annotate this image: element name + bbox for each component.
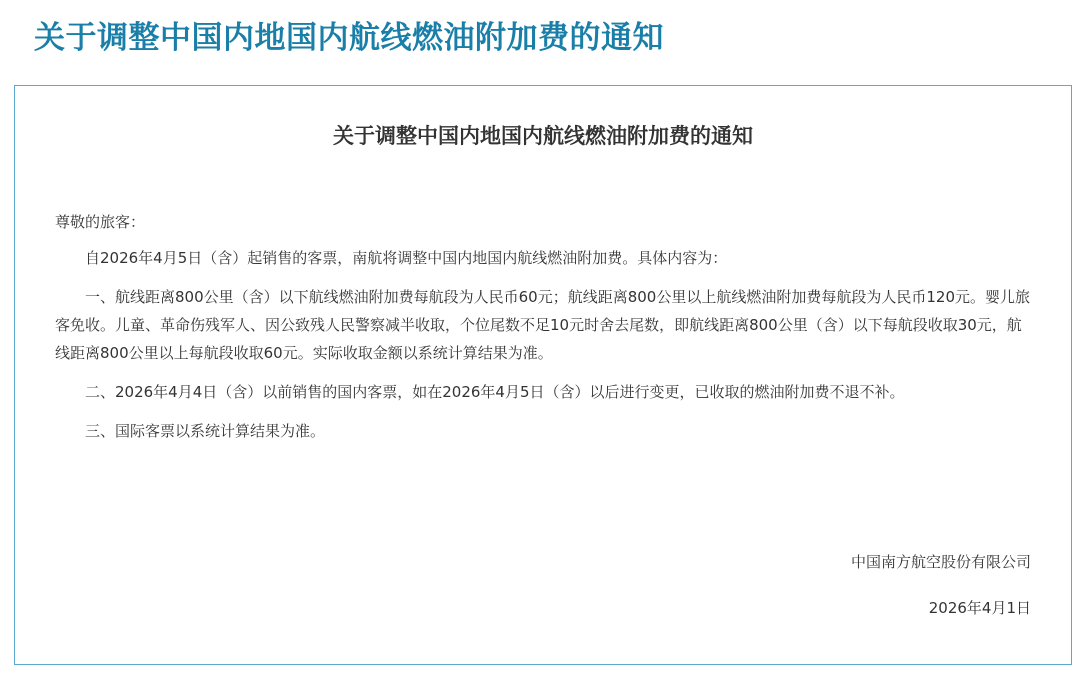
signature-company: 中国南方航空股份有限公司 — [850, 553, 1031, 571]
notice-heading: 关于调整中国内地国内航线燃油附加费的通知 — [333, 124, 753, 148]
signature-date: 2026年4月1日 — [928, 599, 1031, 617]
notice-body — [55, 208, 1030, 445]
item-two-paragraph: 二、2026年4月4日（含）以前销售的国内客票，如在2026年4月5日（含）以后进行变更，已收取的燃油附加费不退不补。 — [85, 383, 905, 401]
page-title: 关于调整中国内地国内航线燃油附加费的通知 — [34, 20, 664, 56]
greeting-text: 尊敬的旅客： — [55, 213, 146, 231]
item-three-paragraph: 三、国际客票以系统计算结果为准。 — [85, 422, 326, 440]
notice-panel — [14, 85, 1072, 665]
item-one-paragraph: 一、航线距离800公里（含）以下航线燃油附加费每航段为人民币60元；航线距离800公里以上航线燃油附加费每航段为人民币120元。婴儿旅客免收。儿童、革命伤残军人、因公致残人民警察减半收取，个位尾数不足10元时舍去尾数，即航线距离800公里（含）以下每航段收取30元，航线距离800公里以上每航段收取60元。实际收取金额以系统计算结果为准。 — [55, 288, 1030, 362]
signature-block — [851, 548, 1031, 622]
intro-paragraph: 自2026年4月5日（含）起销售的客票，南航将调整中国内地国内航线燃油附加费。具体内容为： — [85, 249, 728, 267]
